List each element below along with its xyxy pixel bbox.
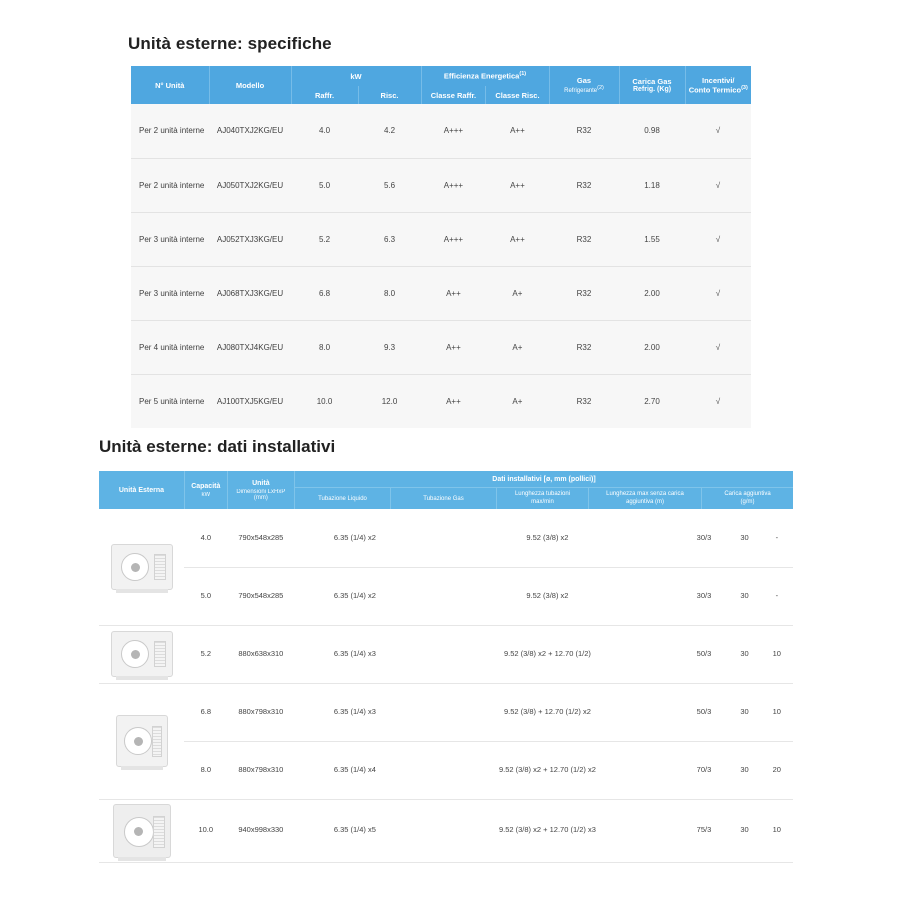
cell-dimensioni: 880x798x310	[227, 741, 294, 799]
outdoor-unit-small-icon	[111, 631, 173, 677]
col-header-modello: Modello	[209, 66, 291, 104]
cell-capacita: 4.0	[184, 509, 227, 567]
cell-liquido: 6.35 (1/4) x3	[295, 683, 416, 741]
cell-carica-agg: 20	[761, 741, 793, 799]
install-table	[99, 471, 793, 863]
col-header-classe-risc: Classe Risc.	[486, 86, 549, 104]
cell-carica: 1.18	[619, 158, 685, 212]
cell-gas: 9.52 (3/8) x2 + 12.70 (1/2) x2	[415, 741, 679, 799]
cell-capacita: 5.2	[184, 625, 227, 683]
cell-unita: Per 3 unità interne	[131, 212, 209, 266]
unit-base	[118, 857, 166, 861]
cell-carica: 2.00	[619, 320, 685, 374]
cell-modello: AJ068TXJ3KG/EU	[209, 266, 291, 320]
cell-classe-risc: A++	[486, 212, 549, 266]
col-header-incentivi	[685, 66, 751, 104]
col-header-carica-agg: Carica aggiuntiva	[724, 491, 771, 498]
cell-dimensioni: 790x548x285	[227, 509, 294, 567]
cell-liquido: 6.35 (1/4) x2	[295, 509, 416, 567]
cell-carica: 0.98	[619, 104, 685, 158]
col-header-carica-text: Carica Gas	[632, 77, 672, 86]
table-row	[131, 104, 751, 158]
section-outdoor-specs	[0, 0, 900, 428]
cell-unita: Per 2 unità interne	[131, 158, 209, 212]
cell-gas: 9.52 (3/8) x2 + 12.70 (1/2)	[415, 625, 679, 683]
grill-icon	[153, 816, 165, 848]
col-header-efficienza-sup: (1)	[519, 71, 527, 78]
cell-classe-risc: A++	[486, 158, 549, 212]
cell-incentivi: √	[685, 320, 751, 374]
cell-lunghezza: 70/3	[680, 741, 729, 799]
outdoor-unit-image-3	[99, 683, 184, 799]
cell-classe-raffr: A+++	[421, 158, 486, 212]
unit-base	[121, 766, 163, 770]
cell-raffr: 4.0	[291, 104, 358, 158]
cell-gas: 9.52 (3/8) x2	[415, 567, 679, 625]
cell-risc: 5.6	[358, 158, 421, 212]
col-header-carica-sub: Refrig. (Kg)	[632, 86, 672, 93]
col-header-capacita-sub: kW	[201, 491, 211, 498]
cell-modello: AJ050TXJ2KG/EU	[209, 158, 291, 212]
cell-incentivi: √	[685, 212, 751, 266]
cell-risc: 9.3	[358, 320, 421, 374]
cell-carica-agg: 10	[761, 799, 793, 862]
col-header-unita	[227, 471, 294, 509]
col-header-tub-gas: Tubazione Gas	[390, 488, 496, 509]
outdoor-unit-large-icon	[113, 804, 171, 858]
col-header-capacita	[184, 471, 227, 509]
cell-classe-risc: A+	[486, 266, 549, 320]
col-header-lunghezza-senza: Lunghezza max senza carica	[606, 491, 684, 498]
cell-capacita: 6.8	[184, 683, 227, 741]
col-header-raffr: Raffr.	[291, 86, 358, 104]
cell-risc: 8.0	[358, 266, 421, 320]
cell-gas: R32	[549, 266, 619, 320]
cell-incentivi: √	[685, 158, 751, 212]
cell-classe-raffr: A++	[421, 320, 486, 374]
specs-table-body	[131, 104, 751, 428]
cell-lunghezza: 30/3	[680, 567, 729, 625]
fan-icon	[121, 640, 149, 668]
cell-modello: AJ100TXJ5KG/EU	[216, 396, 284, 406]
cell-carica: 1.55	[619, 212, 685, 266]
col-header-tub-liquido: Tubazione Liquido	[318, 495, 367, 502]
col-header-carica	[619, 66, 685, 104]
table-row	[131, 266, 751, 320]
table-row	[99, 741, 793, 799]
cell-gas: R32	[576, 396, 592, 406]
fan-icon	[124, 727, 152, 755]
col-header-gas-sub: Refrigerante	[564, 88, 598, 94]
col-header-efficienza-text: Efficienza Energetica	[443, 71, 520, 81]
cell-carica-agg: 10	[761, 683, 793, 741]
col-header-dati-installativi: Dati installativi [ø, mm (pollici)]	[295, 471, 793, 488]
table-row	[131, 212, 751, 266]
table-row	[131, 158, 751, 212]
cell-raffr: 8.0	[291, 320, 358, 374]
cell-incentivi: √	[685, 266, 751, 320]
cell-modello: AJ040TXJ2KG/EU	[209, 104, 291, 158]
cell-gas: R32	[549, 158, 619, 212]
col-header-carica-agg-sub: (g/m)	[740, 498, 755, 505]
cell-risc: 4.2	[358, 104, 421, 158]
col-header-gas	[549, 66, 619, 104]
cell-gas: 9.52 (3/8) x2	[415, 509, 679, 567]
cell-carica: 2.00	[619, 266, 685, 320]
col-header-incentivi-sub: Conto Termico	[688, 85, 742, 95]
unit-base	[116, 589, 168, 593]
cell-senza-carica: 30	[728, 625, 760, 683]
col-header-gas-sup: (2)	[597, 85, 604, 91]
cell-liquido: 6.35 (1/4) x4	[295, 741, 416, 799]
col-header-efficienza	[421, 66, 549, 86]
cell-senza-carica: 30	[728, 741, 760, 799]
col-header-incentivi-text: Incentivi/	[701, 75, 735, 85]
cell-carica: 2.70	[644, 396, 660, 406]
grill-icon	[154, 641, 166, 667]
cell-gas: R32	[549, 212, 619, 266]
cell-dimensioni: 880x798x310	[227, 683, 294, 741]
specs-table	[131, 66, 751, 428]
table-row	[131, 374, 751, 428]
cell-unita: Per 3 unità interne	[131, 266, 209, 320]
col-header-unita: N° Unità	[131, 66, 209, 104]
col-header-lunghezza-max: Lunghezza tubazioni	[514, 491, 571, 498]
cell-carica-agg: -	[761, 509, 793, 567]
cell-unita: Per 5 unità interne	[139, 396, 205, 406]
col-header-gas-text: Gas	[576, 76, 592, 85]
outdoor-unit-small-icon	[111, 544, 173, 590]
col-header-classe-raffr: Classe Raffr.	[421, 86, 486, 104]
cell-capacita: 10.0	[184, 799, 227, 862]
outdoor-unit-image-4	[99, 799, 184, 862]
fan-icon	[124, 817, 154, 847]
cell-senza-carica: 30	[728, 509, 760, 567]
cell-raffr: 10.0	[316, 396, 333, 406]
section-install-data	[0, 437, 900, 863]
cell-incentivi: √	[685, 104, 751, 158]
cell-modello: AJ052TXJ3KG/EU	[209, 212, 291, 266]
cell-gas: R32	[549, 320, 619, 374]
grill-icon	[154, 554, 166, 580]
grill-icon	[152, 726, 162, 757]
fan-icon	[121, 553, 149, 581]
cell-raffr: 5.0	[291, 158, 358, 212]
cell-senza-carica: 30	[728, 799, 760, 862]
cell-carica-agg: 10	[761, 625, 793, 683]
cell-lunghezza: 30/3	[680, 509, 729, 567]
cell-gas: 9.52 (3/8) x2 + 12.70 (1/2) x3	[415, 799, 679, 862]
cell-dimensioni: 790x548x285	[227, 567, 294, 625]
cell-dimensioni: 940x998x330	[227, 799, 294, 862]
cell-lunghezza: 50/3	[680, 625, 729, 683]
col-header-risc: Risc.	[358, 86, 421, 104]
table-row	[131, 320, 751, 374]
cell-liquido: 6.35 (1/4) x3	[295, 625, 416, 683]
cell-classe-raffr: A++	[446, 396, 461, 406]
table-row	[99, 567, 793, 625]
table-row	[99, 625, 793, 683]
col-header-dati-installativi-group	[295, 471, 794, 509]
cell-lunghezza: 50/3	[680, 683, 729, 741]
section1-title: Unità esterne: specifiche	[128, 34, 332, 53]
outdoor-unit-image-2	[99, 625, 184, 683]
cell-incentivi: √	[715, 396, 721, 406]
cell-classe-raffr: A++	[421, 266, 486, 320]
cell-classe-risc: A+	[486, 320, 549, 374]
cell-classe-risc: A++	[486, 104, 549, 158]
table-row	[99, 683, 793, 741]
cell-carica-agg: -	[761, 567, 793, 625]
cell-classe-risc: A+	[512, 396, 523, 406]
col-header-lunghezza-max-sub: max/min	[531, 498, 554, 505]
cell-gas: 9.52 (3/8) + 12.70 (1/2) x2	[415, 683, 679, 741]
cell-liquido: 6.35 (1/4) x2	[295, 567, 416, 625]
col-header-incentivi-sup: (3)	[741, 84, 748, 91]
col-header-lunghezza-senza-sub: aggiuntiva (m)	[625, 498, 664, 505]
table-row	[99, 509, 793, 567]
col-header-unita-esterna: Unità Esterna	[99, 471, 184, 509]
col-header-capacita-text: Capacità	[191, 482, 221, 490]
cell-liquido: 6.35 (1/4) x5	[295, 799, 416, 862]
cell-classe-raffr: A+++	[421, 212, 486, 266]
cell-risc: 6.3	[358, 212, 421, 266]
cell-modello: AJ080TXJ4KG/EU	[209, 320, 291, 374]
cell-gas: R32	[549, 104, 619, 158]
col-header-kw: kW	[291, 66, 421, 86]
table-row	[99, 799, 793, 862]
cell-senza-carica: 30	[728, 683, 760, 741]
col-header-unita-sub: Dimensioni LxHxP (mm)	[236, 488, 286, 501]
unit-base	[116, 676, 168, 680]
cell-risc: 12.0	[381, 396, 398, 406]
cell-lunghezza: 75/3	[680, 799, 729, 862]
section2-title: Unità esterne: dati installativi	[99, 437, 336, 456]
specs-table-head	[131, 66, 751, 104]
col-header-unita-text: Unità	[252, 479, 270, 487]
cell-dimensioni: 880x638x310	[227, 625, 294, 683]
outdoor-unit-image-1	[99, 509, 184, 625]
cell-unita: Per 2 unità interne	[131, 104, 209, 158]
cell-unita: Per 4 unità interne	[131, 320, 209, 374]
cell-capacita: 5.0	[184, 567, 227, 625]
cell-classe-raffr: A+++	[421, 104, 486, 158]
cell-senza-carica: 30	[728, 567, 760, 625]
install-table-body	[99, 509, 793, 862]
cell-capacita: 8.0	[184, 741, 227, 799]
install-table-head	[99, 471, 793, 509]
cell-raffr: 5.2	[291, 212, 358, 266]
cell-raffr: 6.8	[291, 266, 358, 320]
outdoor-unit-medium-icon	[116, 715, 168, 767]
